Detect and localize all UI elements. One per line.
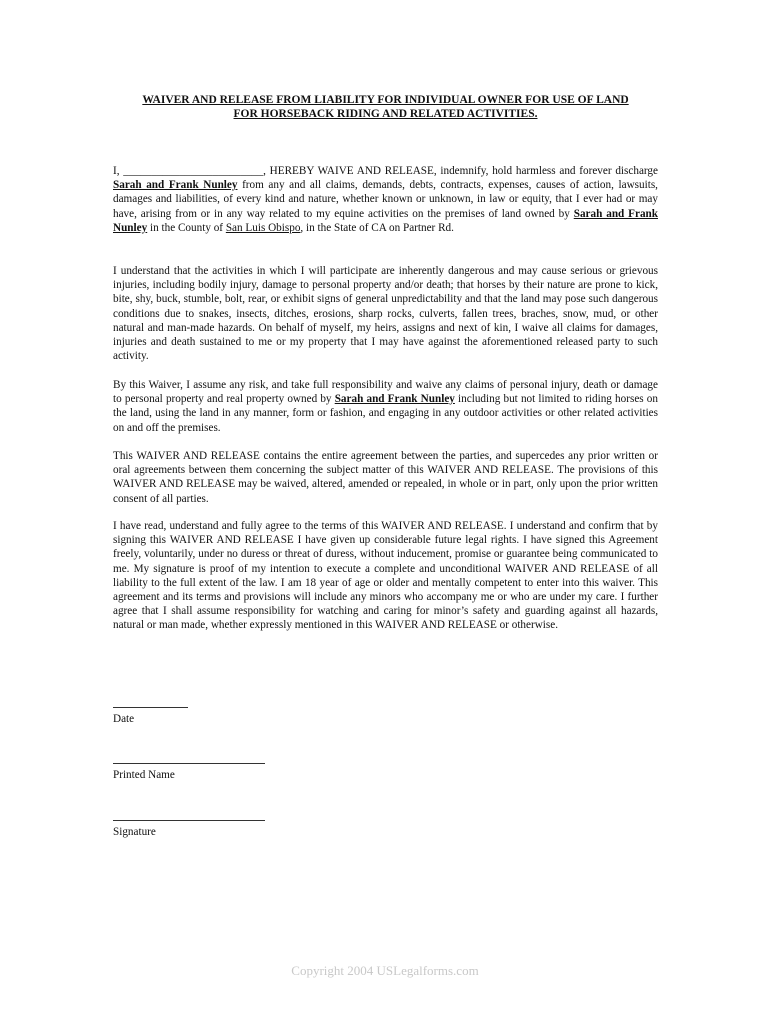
release-text-1: I, _________________________, HEREBY WAIVE AND RELEASE, indemnify, hold harmless and forever discharge — [113, 165, 658, 177]
paragraph-assume-risk — [113, 378, 658, 435]
date-block — [113, 707, 188, 726]
date-line — [113, 707, 188, 708]
printed-name-block — [113, 763, 265, 782]
paragraph-release — [113, 164, 658, 235]
paragraph-entire-agreement: This WAIVER AND RELEASE contains the entire agreement between the parties, and supercedes any prior written or oral agreements between them concerning the subject matter of this WAIVER AND RELEASE. The provisions of this WAIVER AND RELEASE may be waived, altered, amended or repealed, in whole or in part, only upon the prior written consent of all parties. — [113, 450, 658, 505]
paragraph-risks: I understand that the activities in which I will participate are inherently dangerous and may cause serious or grievous injuries, including bodily injury, damage to personal property and/or death; that horses by their nature are prone to kick, bite, shy, buck, stumble, bolt, rear, or exhibit signs of general unpredictability and that the land may pose such dangerous conditions due to snakes, insects, ditches, erosions, sharp rocks, culverts, fallen trees, braches, snow, mud, or other natural and man-made hazards. On behalf of myself, my heirs, assigns and next of kin, I waive all claims for damages, injuries and death sustained to me or my property that I may have against the aforementioned released party to such activity. — [113, 265, 658, 363]
county-name: San Luis Obispo — [225, 221, 301, 234]
signature-label: Signature — [113, 826, 156, 838]
paragraph-acknowledgement: I have read, understand and fully agree to the terms of this WAIVER AND RELEASE. I understand and confirm that by signing this WAIVER AND RELEASE I have given up considerable future legal rights. I have signed this Agreement freely, voluntarily, under no duress or threat of duress, without inducement, promise or guarantee being communicated to me. My signature is proof of my intention to execute a complete and unconditional WAIVER AND RELEASE of all liability to the full extent of the law. I am 18 year of age or older and mentally competent to enter into this waiver. This agreement and its terms and provisions will include any minors who accompany me or who are under my care. I further agree that I shall assume responsibility for watching and caring for minor’s safety and guarding against all hazards, natural or man made, whether expressly mentioned in this WAIVER AND RELEASE or otherwise. — [113, 520, 658, 632]
assume-text-2: including but not limited to riding horses on the land, using the land in any manner, form or fashion, and engaging in any outdoor activities or other related activities on and off the premises. — [113, 393, 658, 434]
title-line-2: FOR HORSEBACK RIDING AND RELATED ACTIVITIES. — [233, 108, 538, 120]
assume-text-1: By this Waiver, I assume any risk, and take full responsibility and waive any claims of personal injury, death or damage to personal property and real property owned by — [113, 379, 658, 406]
release-text-3: in the County of — [147, 221, 226, 234]
release-text-4: , in the State of CA on Partner Rd. — [300, 221, 454, 234]
owner-name: Sarah and Frank Nunley — [113, 179, 238, 192]
date-label: Date — [113, 713, 135, 725]
signature-line — [113, 820, 265, 821]
printed-name-line — [113, 763, 265, 764]
owner-name: Sarah and Frank Nunley — [113, 207, 658, 234]
copyright-footer: Copyright 2004 USLegalforms.com — [291, 963, 479, 978]
owner-name: Sarah and Frank Nunley — [334, 393, 455, 406]
signature-block — [113, 820, 265, 839]
document-title — [113, 93, 658, 121]
title-line-1: WAIVER AND RELEASE FROM LIABILITY FOR INDIVIDUAL OWNER FOR USE OF LAND — [142, 94, 629, 106]
release-text-2: from any and all claims, demands, debts, contracts, expenses, causes of action, lawsuits, damages and liabilities, of every kind and nature, whether known or unknown, in law or equity, that I ever had or may have, arising from or in any way related to my equine activities on the premises of land owned by — [113, 179, 658, 220]
printed-name-label: Printed Name — [113, 769, 175, 781]
